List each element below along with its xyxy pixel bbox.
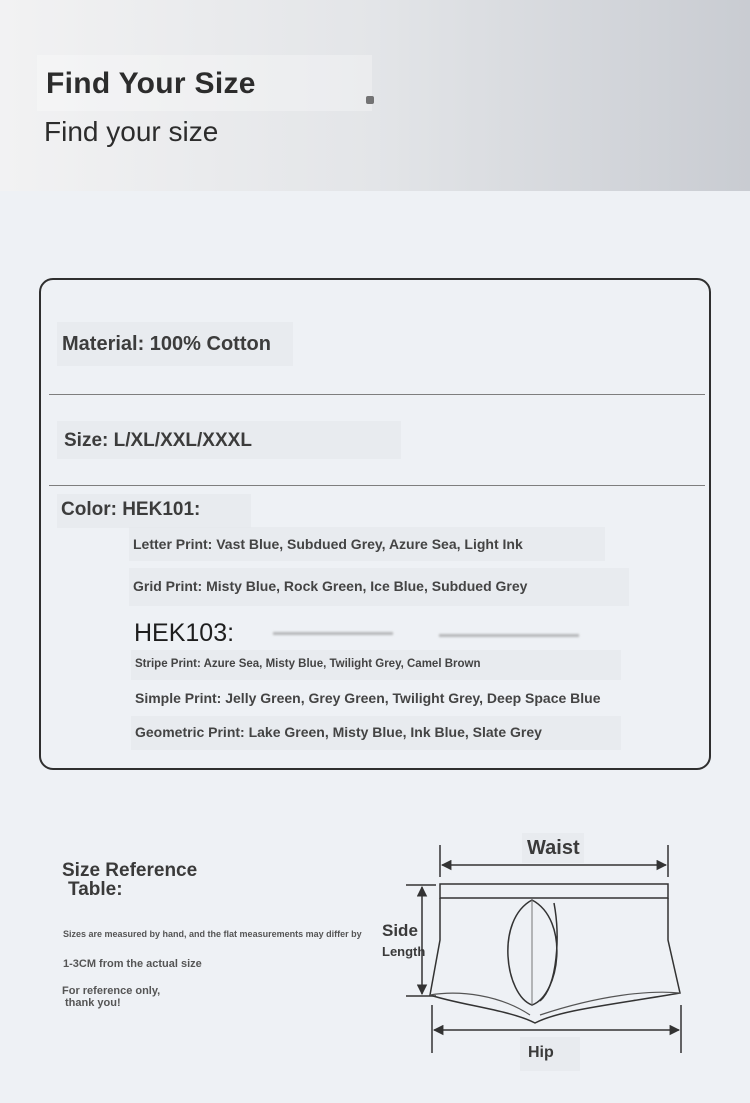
material-text: Material: 100% Cotton: [62, 333, 271, 355]
hek103-label: HEK103:: [134, 619, 235, 647]
side-label: Side: [382, 921, 418, 940]
page-title: Find Your Size: [37, 55, 372, 111]
waistband: [440, 884, 668, 898]
product-info-box: [39, 278, 711, 770]
ref-note-line: thank you!: [65, 997, 121, 1009]
size-text: Size: L/XL/XXL/XXXL: [64, 430, 252, 451]
divider-2: [49, 485, 705, 486]
page-subtitle: Find your size: [44, 116, 219, 147]
size-reference-title: [62, 861, 197, 899]
hek103-line: Stripe Print: Azure Sea, Misty Blue, Twilight Grey, Camel Brown: [135, 658, 481, 670]
hek103-line: Geometric Print: Lake Green, Misty Blue, Ink Blue, Slate Grey: [135, 724, 542, 740]
ref-title-line: Table:: [68, 879, 123, 900]
blur-mark: [439, 634, 579, 637]
leg-right: [540, 992, 680, 1015]
difference-note: 1-3CM from the actual size: [63, 958, 202, 970]
color-label: Color: HEK101:: [61, 499, 201, 520]
header-banner: [0, 0, 750, 191]
blur-mark: [273, 632, 393, 635]
speck-mark: [366, 96, 374, 104]
length-label: Length: [382, 944, 426, 959]
ref-title-line: Size Reference: [62, 860, 198, 881]
measurement-note: Sizes are measured by hand, and the flat measurements may differ by: [63, 929, 362, 939]
underwear-diagram: [370, 825, 700, 1080]
divider-1: [49, 394, 705, 395]
hek101-line: Grid Print: Misty Blue, Rock Green, Ice Blue, Subdued Grey: [133, 578, 528, 594]
hek101-line: Letter Print: Vast Blue, Subdued Grey, Azure Sea, Light Ink: [133, 536, 523, 552]
reference-note: [62, 985, 160, 1009]
ref-note-line: For reference only,: [62, 985, 161, 997]
leg-left: [430, 993, 530, 1015]
hip-label: Hip: [528, 1044, 554, 1061]
waist-label: Waist: [527, 837, 580, 859]
hek103-line: Simple Print: Jelly Green, Grey Green, Twilight Grey, Deep Space Blue: [135, 690, 601, 706]
